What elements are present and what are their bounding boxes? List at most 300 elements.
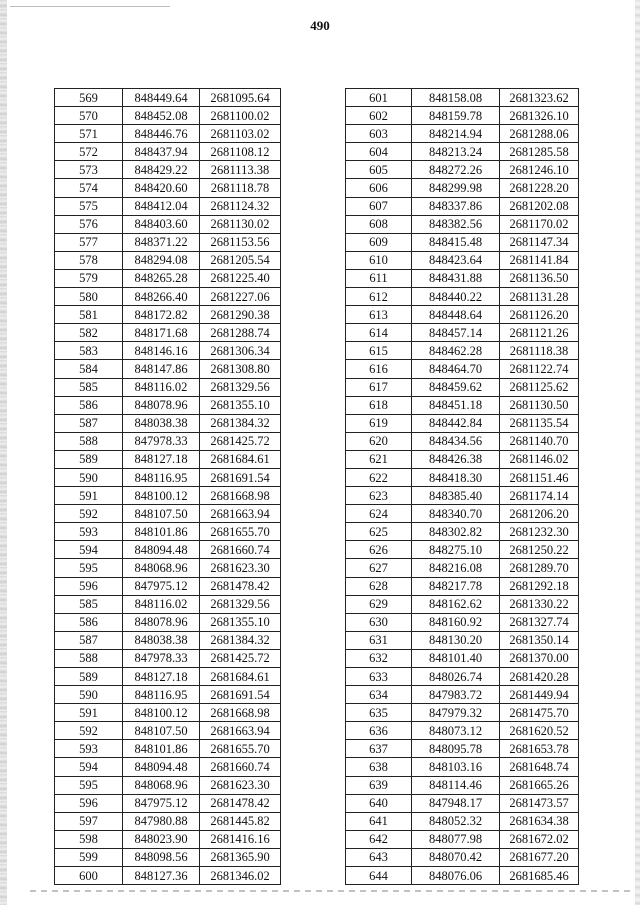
y-coordinate-cell: 2681684.61 <box>200 668 281 686</box>
x-coordinate-cell: 848415.48 <box>412 233 500 251</box>
coordinates-table-right <box>345 88 579 885</box>
y-coordinate-cell: 2681445.82 <box>200 812 281 830</box>
y-coordinate-cell: 2681384.32 <box>200 631 281 649</box>
y-coordinate-cell: 2681095.64 <box>200 89 281 107</box>
point-number-cell: 578 <box>55 251 123 269</box>
x-coordinate-cell: 848116.02 <box>123 595 200 613</box>
y-coordinate-cell: 2681131.28 <box>500 288 579 306</box>
x-coordinate-cell: 848101.86 <box>123 740 200 758</box>
y-coordinate-cell: 2681691.54 <box>200 686 281 704</box>
y-coordinate-cell: 2681289.70 <box>500 559 579 577</box>
point-number-cell: 604 <box>346 143 412 161</box>
table-row <box>346 107 579 125</box>
y-coordinate-cell: 2681130.50 <box>500 396 579 414</box>
point-number-cell: 598 <box>55 830 123 848</box>
y-coordinate-cell: 2681691.54 <box>200 468 281 486</box>
x-coordinate-cell: 848078.96 <box>123 396 200 414</box>
table-row <box>55 161 281 179</box>
table-row <box>346 595 579 613</box>
table-row <box>55 649 281 667</box>
y-coordinate-cell: 2681121.26 <box>500 324 579 342</box>
table-row <box>346 722 579 740</box>
point-number-cell: 580 <box>55 288 123 306</box>
point-number-cell: 640 <box>346 794 412 812</box>
point-number-cell: 612 <box>346 288 412 306</box>
y-coordinate-cell: 2681660.74 <box>200 758 281 776</box>
table-row <box>346 668 579 686</box>
point-number-cell: 609 <box>346 233 412 251</box>
y-coordinate-cell: 2681478.42 <box>200 577 281 595</box>
y-coordinate-cell: 2681653.78 <box>500 740 579 758</box>
table-row <box>346 89 579 107</box>
point-number-cell: 619 <box>346 414 412 432</box>
point-number-cell: 572 <box>55 143 123 161</box>
y-coordinate-cell: 2681151.46 <box>500 468 579 486</box>
table-row <box>346 776 579 794</box>
x-coordinate-cell: 848418.30 <box>412 468 500 486</box>
table-row <box>346 161 579 179</box>
x-coordinate-cell: 848464.70 <box>412 360 500 378</box>
y-coordinate-cell: 2681292.18 <box>500 577 579 595</box>
point-number-cell: 595 <box>55 559 123 577</box>
point-number-cell: 590 <box>55 686 123 704</box>
x-coordinate-cell: 847978.33 <box>123 432 200 450</box>
table-row <box>346 867 579 885</box>
point-number-cell: 643 <box>346 848 412 866</box>
y-coordinate-cell: 2681246.10 <box>500 161 579 179</box>
x-coordinate-cell: 848265.28 <box>123 269 200 287</box>
table-row <box>55 794 281 812</box>
y-coordinate-cell: 2681355.10 <box>200 396 281 414</box>
y-coordinate-cell: 2681420.28 <box>500 668 579 686</box>
table-row <box>346 686 579 704</box>
x-coordinate-cell: 848114.46 <box>412 776 500 794</box>
table-row <box>55 143 281 161</box>
table-row <box>346 523 579 541</box>
x-coordinate-cell: 848147.86 <box>123 360 200 378</box>
point-number-cell: 617 <box>346 378 412 396</box>
point-number-cell: 611 <box>346 269 412 287</box>
y-coordinate-cell: 2681323.62 <box>500 89 579 107</box>
y-coordinate-cell: 2681326.10 <box>500 107 579 125</box>
point-number-cell: 575 <box>55 197 123 215</box>
point-number-cell: 622 <box>346 468 412 486</box>
y-coordinate-cell: 2681122.74 <box>500 360 579 378</box>
x-coordinate-cell: 848275.10 <box>412 541 500 559</box>
table-row <box>55 251 281 269</box>
x-coordinate-cell: 848103.16 <box>412 758 500 776</box>
point-number-cell: 581 <box>55 306 123 324</box>
table-row <box>55 577 281 595</box>
point-number-cell: 626 <box>346 541 412 559</box>
point-number-cell: 591 <box>55 487 123 505</box>
point-number-cell: 624 <box>346 505 412 523</box>
x-coordinate-cell: 848459.62 <box>412 378 500 396</box>
y-coordinate-cell: 2681125.62 <box>500 378 579 396</box>
y-coordinate-cell: 2681135.54 <box>500 414 579 432</box>
point-number-cell: 585 <box>55 378 123 396</box>
x-coordinate-cell: 848446.76 <box>123 125 200 143</box>
y-coordinate-cell: 2681306.34 <box>200 342 281 360</box>
table-row <box>55 830 281 848</box>
point-number-cell: 587 <box>55 414 123 432</box>
point-number-cell: 634 <box>346 686 412 704</box>
y-coordinate-cell: 2681228.20 <box>500 179 579 197</box>
scan-edge-left <box>0 0 7 905</box>
table-row <box>55 179 281 197</box>
table-row <box>346 179 579 197</box>
x-coordinate-cell: 848107.50 <box>123 722 200 740</box>
y-coordinate-cell: 2681170.02 <box>500 215 579 233</box>
x-coordinate-cell: 848272.26 <box>412 161 500 179</box>
point-number-cell: 641 <box>346 812 412 830</box>
y-coordinate-cell: 2681355.10 <box>200 613 281 631</box>
point-number-cell: 573 <box>55 161 123 179</box>
x-coordinate-cell: 847978.33 <box>123 649 200 667</box>
x-coordinate-cell: 848449.64 <box>123 89 200 107</box>
table-row <box>55 776 281 794</box>
table-row <box>346 143 579 161</box>
x-coordinate-cell: 847983.72 <box>412 686 500 704</box>
table-row <box>346 342 579 360</box>
y-coordinate-cell: 2681365.90 <box>200 848 281 866</box>
table-row <box>346 505 579 523</box>
x-coordinate-cell: 848038.38 <box>123 414 200 432</box>
y-coordinate-cell: 2681327.74 <box>500 613 579 631</box>
x-coordinate-cell: 848159.78 <box>412 107 500 125</box>
x-coordinate-cell: 848070.42 <box>412 848 500 866</box>
x-coordinate-cell: 848158.08 <box>412 89 500 107</box>
point-number-cell: 601 <box>346 89 412 107</box>
y-coordinate-cell: 2681384.32 <box>200 414 281 432</box>
point-number-cell: 570 <box>55 107 123 125</box>
y-coordinate-cell: 2681140.70 <box>500 432 579 450</box>
x-coordinate-cell: 848217.78 <box>412 577 500 595</box>
point-number-cell: 616 <box>346 360 412 378</box>
point-number-cell: 639 <box>346 776 412 794</box>
x-coordinate-cell: 847948.17 <box>412 794 500 812</box>
table-row <box>55 269 281 287</box>
table-row <box>346 432 579 450</box>
x-coordinate-cell: 848412.04 <box>123 197 200 215</box>
coordinates-table-left <box>54 88 281 885</box>
x-coordinate-cell: 848116.02 <box>123 378 200 396</box>
point-number-cell: 589 <box>55 668 123 686</box>
x-coordinate-cell: 848116.95 <box>123 468 200 486</box>
y-coordinate-cell: 2681136.50 <box>500 269 579 287</box>
point-number-cell: 589 <box>55 450 123 468</box>
point-number-cell: 623 <box>346 487 412 505</box>
x-coordinate-cell: 848162.62 <box>412 595 500 613</box>
y-coordinate-cell: 2681329.56 <box>200 595 281 613</box>
x-coordinate-cell: 848385.40 <box>412 487 500 505</box>
x-coordinate-cell: 848073.12 <box>412 722 500 740</box>
point-number-cell: 588 <box>55 432 123 450</box>
table-row <box>55 758 281 776</box>
table-row <box>55 559 281 577</box>
point-number-cell: 576 <box>55 215 123 233</box>
point-number-cell: 605 <box>346 161 412 179</box>
y-coordinate-cell: 2681290.38 <box>200 306 281 324</box>
x-coordinate-cell: 848340.70 <box>412 505 500 523</box>
point-number-cell: 597 <box>55 812 123 830</box>
table-row <box>55 414 281 432</box>
table-row <box>55 613 281 631</box>
y-coordinate-cell: 2681684.61 <box>200 450 281 468</box>
point-number-cell: 577 <box>55 233 123 251</box>
y-coordinate-cell: 2681623.30 <box>200 559 281 577</box>
x-coordinate-cell: 848094.48 <box>123 758 200 776</box>
y-coordinate-cell: 2681288.06 <box>500 125 579 143</box>
table-row <box>346 704 579 722</box>
y-coordinate-cell: 2681475.70 <box>500 704 579 722</box>
y-coordinate-cell: 2681663.94 <box>200 505 281 523</box>
y-coordinate-cell: 2681648.74 <box>500 758 579 776</box>
x-coordinate-cell: 848052.32 <box>412 812 500 830</box>
y-coordinate-cell: 2681174.14 <box>500 487 579 505</box>
table-row <box>346 613 579 631</box>
y-coordinate-cell: 2681655.70 <box>200 740 281 758</box>
y-coordinate-cell: 2681655.70 <box>200 523 281 541</box>
point-number-cell: 642 <box>346 830 412 848</box>
table-row <box>55 686 281 704</box>
x-coordinate-cell: 848457.14 <box>412 324 500 342</box>
table-row <box>55 867 281 885</box>
y-coordinate-cell: 2681449.94 <box>500 686 579 704</box>
point-number-cell: 594 <box>55 758 123 776</box>
x-coordinate-cell: 848299.98 <box>412 179 500 197</box>
table-row <box>55 722 281 740</box>
scan-edge-right <box>635 0 640 905</box>
x-coordinate-cell: 848100.12 <box>123 487 200 505</box>
table-row <box>346 396 579 414</box>
x-coordinate-cell: 848462.28 <box>412 342 500 360</box>
table-row <box>55 89 281 107</box>
x-coordinate-cell: 848448.64 <box>412 306 500 324</box>
scan-line-bottom <box>30 890 630 892</box>
coordinates-table-left-body <box>55 89 281 885</box>
point-number-cell: 630 <box>346 613 412 631</box>
point-number-cell: 638 <box>346 758 412 776</box>
y-coordinate-cell: 2681202.08 <box>500 197 579 215</box>
x-coordinate-cell: 848214.94 <box>412 125 500 143</box>
point-number-cell: 629 <box>346 595 412 613</box>
y-coordinate-cell: 2681232.30 <box>500 523 579 541</box>
x-coordinate-cell: 848023.90 <box>123 830 200 848</box>
table-row <box>55 541 281 559</box>
table-row <box>346 269 579 287</box>
x-coordinate-cell: 847980.88 <box>123 812 200 830</box>
table-row <box>55 197 281 215</box>
point-number-cell: 635 <box>346 704 412 722</box>
x-coordinate-cell: 848077.98 <box>412 830 500 848</box>
x-coordinate-cell: 848423.64 <box>412 251 500 269</box>
x-coordinate-cell: 848216.08 <box>412 559 500 577</box>
point-number-cell: 633 <box>346 668 412 686</box>
point-number-cell: 610 <box>346 251 412 269</box>
point-number-cell: 613 <box>346 306 412 324</box>
x-coordinate-cell: 848440.22 <box>412 288 500 306</box>
x-coordinate-cell: 848127.36 <box>123 867 200 885</box>
x-coordinate-cell: 847979.32 <box>412 704 500 722</box>
point-number-cell: 571 <box>55 125 123 143</box>
point-number-cell: 587 <box>55 631 123 649</box>
y-coordinate-cell: 2681250.22 <box>500 541 579 559</box>
table-row <box>55 505 281 523</box>
point-number-cell: 585 <box>55 595 123 613</box>
y-coordinate-cell: 2681288.74 <box>200 324 281 342</box>
y-coordinate-cell: 2681147.34 <box>500 233 579 251</box>
y-coordinate-cell: 2681685.46 <box>500 867 579 885</box>
table-row <box>346 378 579 396</box>
table-row <box>346 324 579 342</box>
x-coordinate-cell: 848431.88 <box>412 269 500 287</box>
x-coordinate-cell: 848452.08 <box>123 107 200 125</box>
table-row <box>55 306 281 324</box>
y-coordinate-cell: 2681118.78 <box>200 179 281 197</box>
table-row <box>346 649 579 667</box>
table-row <box>55 125 281 143</box>
point-number-cell: 627 <box>346 559 412 577</box>
table-row <box>55 468 281 486</box>
table-row <box>346 487 579 505</box>
table-row <box>346 450 579 468</box>
point-number-cell: 591 <box>55 704 123 722</box>
y-coordinate-cell: 2681623.30 <box>200 776 281 794</box>
point-number-cell: 594 <box>55 541 123 559</box>
point-number-cell: 599 <box>55 848 123 866</box>
y-coordinate-cell: 2681416.16 <box>200 830 281 848</box>
table-row <box>346 541 579 559</box>
x-coordinate-cell: 848107.50 <box>123 505 200 523</box>
table-row <box>55 487 281 505</box>
point-number-cell: 621 <box>346 450 412 468</box>
y-coordinate-cell: 2681677.20 <box>500 848 579 866</box>
y-coordinate-cell: 2681205.54 <box>200 251 281 269</box>
table-row <box>346 306 579 324</box>
table-row <box>55 324 281 342</box>
x-coordinate-cell: 848127.18 <box>123 450 200 468</box>
y-coordinate-cell: 2681126.20 <box>500 306 579 324</box>
x-coordinate-cell: 848076.06 <box>412 867 500 885</box>
point-number-cell: 586 <box>55 613 123 631</box>
y-coordinate-cell: 2681473.57 <box>500 794 579 812</box>
point-number-cell: 574 <box>55 179 123 197</box>
x-coordinate-cell: 848451.18 <box>412 396 500 414</box>
point-number-cell: 603 <box>346 125 412 143</box>
y-coordinate-cell: 2681478.42 <box>200 794 281 812</box>
table-row <box>346 631 579 649</box>
y-coordinate-cell: 2681118.38 <box>500 342 579 360</box>
x-coordinate-cell: 848213.24 <box>412 143 500 161</box>
y-coordinate-cell: 2681141.84 <box>500 251 579 269</box>
x-coordinate-cell: 848130.20 <box>412 631 500 649</box>
point-number-cell: 607 <box>346 197 412 215</box>
x-coordinate-cell: 848038.38 <box>123 631 200 649</box>
page-number: 490 <box>310 18 330 33</box>
x-coordinate-cell: 848437.94 <box>123 143 200 161</box>
table-row <box>55 233 281 251</box>
point-number-cell: 608 <box>346 215 412 233</box>
table-row <box>55 523 281 541</box>
table-row <box>55 396 281 414</box>
x-coordinate-cell: 848429.22 <box>123 161 200 179</box>
x-coordinate-cell: 848266.40 <box>123 288 200 306</box>
x-coordinate-cell: 848068.96 <box>123 776 200 794</box>
point-number-cell: 618 <box>346 396 412 414</box>
x-coordinate-cell: 848100.12 <box>123 704 200 722</box>
x-coordinate-cell: 848026.74 <box>412 668 500 686</box>
y-coordinate-cell: 2681620.52 <box>500 722 579 740</box>
table-row <box>346 125 579 143</box>
x-coordinate-cell: 848171.68 <box>123 324 200 342</box>
table-row <box>346 468 579 486</box>
point-number-cell: 631 <box>346 631 412 649</box>
y-coordinate-cell: 2681330.22 <box>500 595 579 613</box>
point-number-cell: 628 <box>346 577 412 595</box>
table-row <box>346 577 579 595</box>
point-number-cell: 614 <box>346 324 412 342</box>
point-number-cell: 595 <box>55 776 123 794</box>
table-row <box>346 288 579 306</box>
x-coordinate-cell: 847975.12 <box>123 577 200 595</box>
point-number-cell: 584 <box>55 360 123 378</box>
x-coordinate-cell: 848172.82 <box>123 306 200 324</box>
point-number-cell: 644 <box>346 867 412 885</box>
table-row <box>346 360 579 378</box>
x-coordinate-cell: 848095.78 <box>412 740 500 758</box>
coordinates-table-right-body <box>346 89 579 885</box>
point-number-cell: 596 <box>55 794 123 812</box>
point-number-cell: 632 <box>346 649 412 667</box>
y-coordinate-cell: 2681634.38 <box>500 812 579 830</box>
point-number-cell: 620 <box>346 432 412 450</box>
x-coordinate-cell: 848442.84 <box>412 414 500 432</box>
x-coordinate-cell: 848160.92 <box>412 613 500 631</box>
x-coordinate-cell: 848116.95 <box>123 686 200 704</box>
table-row <box>346 251 579 269</box>
point-number-cell: 593 <box>55 740 123 758</box>
y-coordinate-cell: 2681668.98 <box>200 704 281 722</box>
table-row <box>346 559 579 577</box>
y-coordinate-cell: 2681225.40 <box>200 269 281 287</box>
point-number-cell: 586 <box>55 396 123 414</box>
table-row <box>55 812 281 830</box>
x-coordinate-cell: 848294.08 <box>123 251 200 269</box>
point-number-cell: 583 <box>55 342 123 360</box>
y-coordinate-cell: 2681108.12 <box>200 143 281 161</box>
point-number-cell: 592 <box>55 722 123 740</box>
y-coordinate-cell: 2681206.20 <box>500 505 579 523</box>
point-number-cell: 582 <box>55 324 123 342</box>
x-coordinate-cell: 848078.96 <box>123 613 200 631</box>
y-coordinate-cell: 2681285.58 <box>500 143 579 161</box>
scan-line-top <box>10 6 170 7</box>
y-coordinate-cell: 2681668.98 <box>200 487 281 505</box>
y-coordinate-cell: 2681100.02 <box>200 107 281 125</box>
x-coordinate-cell: 848420.60 <box>123 179 200 197</box>
table-row <box>346 215 579 233</box>
table-row <box>55 432 281 450</box>
table-row <box>55 704 281 722</box>
point-number-cell: 569 <box>55 89 123 107</box>
x-coordinate-cell: 848371.22 <box>123 233 200 251</box>
y-coordinate-cell: 2681113.38 <box>200 161 281 179</box>
y-coordinate-cell: 2681329.56 <box>200 378 281 396</box>
table-row <box>55 740 281 758</box>
y-coordinate-cell: 2681146.02 <box>500 450 579 468</box>
point-number-cell: 592 <box>55 505 123 523</box>
